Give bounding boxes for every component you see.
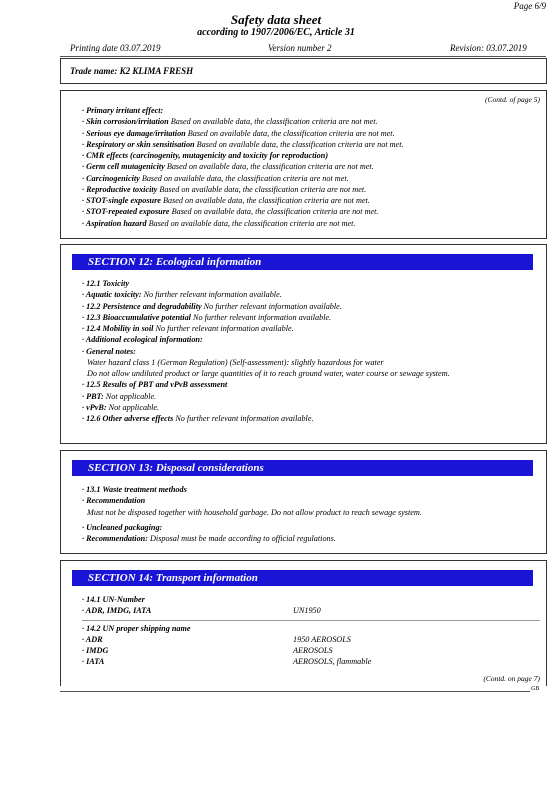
country-code: GB: [531, 686, 539, 692]
paragraph: Do not allow undiluted product or large quantities of it to reach ground water, water course or sewage system.: [87, 369, 450, 378]
list-item: · Aquatic toxicity: No further relevant information available.: [82, 290, 282, 300]
toxicology-continued-box: [60, 90, 547, 239]
page-number: Page 6/9: [513, 1, 546, 11]
trade-name: Trade name: K2 KLIMA FRESH: [70, 66, 194, 76]
list-item: · Uncleaned packaging:: [82, 522, 163, 532]
list-item: · 12.5 Results of PBT and vPvB assessment: [82, 380, 228, 390]
continued-on-note: (Contd. on page 7): [483, 674, 540, 683]
list-item: · CMR effects (carcinogenity, mutagenicity and toxicity for reproduction): [82, 151, 329, 160]
footer-divider: [60, 691, 530, 692]
list-item: · 12.6 Other adverse effects No further relevant information available.: [82, 414, 314, 423]
section-13-content: [82, 484, 422, 544]
list-item: · Carcinogenicity Based on available data, the classification criteria are not met.: [82, 173, 349, 183]
row-divider: [82, 620, 540, 621]
table-row: · IMDG AEROSOLS: [82, 646, 333, 655]
list-item: · Primary irritant effect:: [82, 106, 164, 115]
list-item: · General notes:: [82, 346, 136, 356]
section-12-heading: SECTION 12: Ecological information: [72, 254, 533, 270]
printing-date: Printing date 03.07.2019: [70, 43, 161, 53]
list-item: · vPvB: Not applicable.: [82, 402, 160, 412]
section-12-box: [60, 244, 547, 444]
list-item: · Additional ecological information:: [82, 335, 203, 345]
trade-name-box: [60, 58, 547, 84]
list-item: · PBT: Not applicable.: [82, 391, 157, 401]
table-row: · IATA AEROSOLS, flammable: [82, 657, 372, 667]
header-divider: [60, 56, 546, 57]
list-item: · 12.2 Persistence and degradability No further relevant information available.: [82, 301, 342, 311]
continued-from-note: (Contd. of page 5): [485, 95, 540, 104]
section-13-box: [60, 450, 547, 554]
table-row: · ADR 1950 AEROSOLS: [82, 634, 351, 644]
revision-date: Revision: 03.07.2019: [450, 43, 527, 53]
list-item: · Recommendation: [82, 496, 146, 506]
list-item: · Serious eye damage/irritation Based on available data, the classification criteria are not met.: [82, 128, 395, 138]
paragraph: Water hazard class 1 (German Regulation) (Self-assessment): slightly hazardous for water: [87, 357, 384, 367]
list-item: · Reproductive toxicity Based on available data, the classification criteria are not met.: [82, 184, 367, 194]
section-14-content: [82, 594, 540, 668]
table-row: · ADR, IMDG, IATA UN1950: [82, 606, 321, 616]
toxicology-list: [82, 105, 404, 229]
list-item: · Skin corrosion/irritation Based on available data, the classification criteria are not met.: [82, 117, 378, 127]
list-item: · Recommendation: Disposal must be made according to official regulations.: [82, 534, 336, 543]
section-13-heading: SECTION 13: Disposal considerations: [72, 460, 533, 476]
list-item: · 12.3 Bioaccumulative potential No further relevant information available.: [82, 312, 332, 322]
document-subtitle: according to 1907/2006/EC, Article 31: [197, 27, 355, 38]
list-item: · STOT-single exposure Based on available data, the classification criteria are not met.: [82, 196, 370, 205]
version-number: Version number 2: [268, 43, 332, 53]
document-title: Safety data sheet: [230, 12, 322, 27]
list-item: · STOT-repeated exposure Based on available data, the classification criteria are not met.: [82, 207, 379, 217]
paragraph: Must not be disposed together with household garbage. Do not allow product to reach sewage system.: [87, 507, 422, 517]
list-item: · 12.1 Toxicity: [82, 279, 129, 288]
section-14-heading: SECTION 14: Transport information: [72, 570, 533, 586]
list-item: · 14.1 UN-Number: [82, 595, 145, 604]
section-14-box: [60, 560, 547, 686]
list-item: · Aspiration hazard Based on available data, the classification criteria are not met.: [82, 218, 356, 228]
list-item: · Germ cell mutagenicity Based on available data, the classification criteria are not met.: [82, 162, 374, 172]
list-item: · 14.2 UN proper shipping name: [82, 623, 191, 633]
list-item: · 13.1 Waste treatment methods: [82, 485, 187, 494]
list-item: · Respiratory or skin sensitisation Based on available data, the classification criteria are not met.: [82, 139, 404, 149]
section-12-content: [82, 278, 545, 424]
list-item: · 12.4 Mobility in soil No further relevant information available.: [82, 324, 294, 333]
